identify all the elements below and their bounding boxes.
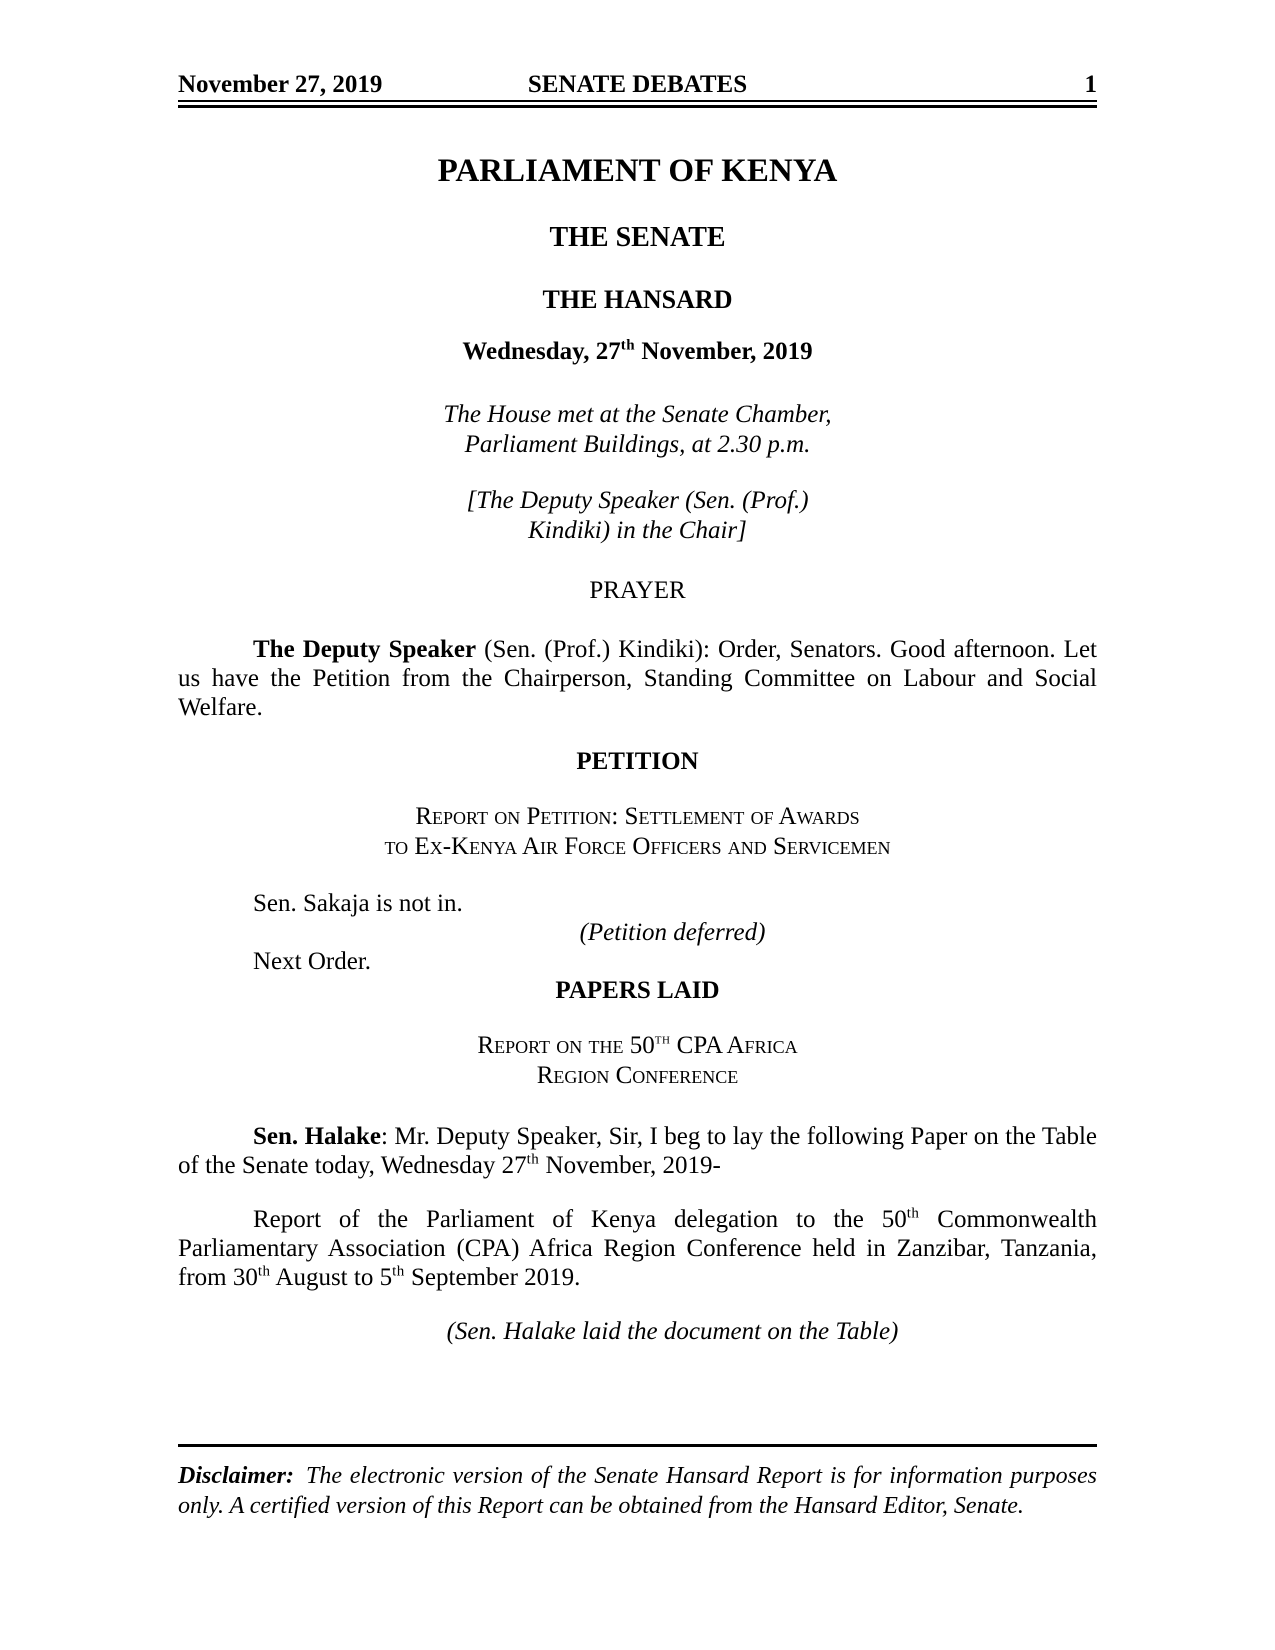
hansard-title: THE HANSARD — [542, 284, 733, 314]
petition-deferred-stage-direction: (Petition deferred) — [579, 918, 766, 946]
disclaimer — [178, 1461, 1097, 1521]
speaker-name: The Deputy Speaker — [253, 635, 477, 663]
petition-subheading — [178, 802, 1097, 863]
halake-text-1: : Mr. Deputy Speaker, Sir, I beg to lay the following Paper on the Table of the Senate today, Wednesday 27 — [178, 1122, 1097, 1179]
papers-subheading-line-2: Region Conference — [536, 1062, 739, 1090]
petition-heading: PETITION — [576, 747, 699, 775]
petition-subheading-line-1: Report on Petition: Settlement of Awards — [415, 802, 860, 830]
papers-subheading-line-1 — [178, 1031, 1097, 1062]
papers-subheading-superscript: th — [654, 1031, 671, 1048]
house-met-line-1: The House met at the Senate Chamber, — [443, 400, 832, 428]
footer-rule — [178, 1444, 1097, 1447]
speaker-text: (Sen. (Prof.) Kindiki): Order, Senators. Good afternoon. Let us have the Petition from the Chairperson, Standing Committee on Labour and Social Welfare. — [178, 635, 1097, 721]
chair-block — [178, 486, 1097, 546]
papers-subheading — [178, 1031, 1097, 1092]
document-laid-stage-direction: (Sen. Halake laid the document on the Table) — [446, 1317, 899, 1345]
petition-subheading-line-2: to Ex-Kenya Air Force Officers and Servicemen — [384, 833, 891, 861]
chair-line-2: Kindiki) in the Chair] — [528, 516, 747, 544]
header-date: November 27, 2019 — [178, 71, 383, 98]
halake-superscript-1: th — [526, 1151, 540, 1168]
papers-subheading-text: Report on the 50 — [477, 1031, 655, 1059]
report-text-3: August to 5 — [270, 1263, 393, 1291]
header-title: SENATE DEBATES — [527, 71, 748, 98]
deputy-speaker-paragraph — [178, 635, 1097, 722]
papers-subheading-text-2: CPA Africa — [670, 1031, 798, 1059]
header-page-number: 1 — [1084, 71, 1097, 98]
sitting-date-text-2: November, 2019 — [635, 337, 813, 365]
halake-paragraph — [178, 1122, 1097, 1180]
chair-line-1: [The Deputy Speaker (Sen. (Prof.) — [466, 486, 809, 514]
report-superscript-3: th — [392, 1263, 405, 1280]
page-footer — [178, 1444, 1097, 1545]
halake-speaker-name: Sen. Halake — [253, 1122, 382, 1150]
disclaimer-text: The electronic version of the Senate Hansard Report is for information purposes only. A certified version of this Report can be obtained from the Hansard Editor, Senate. — [178, 1463, 1097, 1519]
report-text-4: September 2019. — [404, 1263, 581, 1291]
disclaimer-label: Disclaimer: — [178, 1463, 294, 1489]
parliament-title: PARLIAMENT OF KENYA — [437, 153, 838, 189]
senate-title: THE SENATE — [549, 222, 726, 254]
house-met-block — [178, 400, 1097, 460]
next-order-line: Next Order. — [253, 947, 372, 975]
house-met-line-2: Parliament Buildings, at 2.30 p.m. — [464, 430, 811, 458]
header-rule — [178, 105, 1097, 108]
report-text-2: Commonwealth Parliamentary Association (CPA) Africa Region Conference held in Zanzibar, Tanzania, from 30 — [178, 1205, 1097, 1291]
report-text-1: Report of the Parliament of Kenya delegation to the 50 — [253, 1205, 907, 1233]
halake-text-2: November, 2019- — [539, 1151, 721, 1179]
papers-laid-heading: PAPERS LAID — [555, 976, 720, 1004]
sitting-date-superscript: th — [620, 337, 636, 354]
prayer-heading: PRAYER — [589, 576, 686, 604]
sitting-date — [178, 337, 1097, 366]
sakaja-line: Sen. Sakaja is not in. — [253, 889, 463, 917]
report-superscript-2: th — [257, 1263, 271, 1280]
report-superscript-1: th — [906, 1205, 920, 1222]
sitting-date-text: Wednesday, 27 — [462, 337, 621, 365]
page-header — [178, 70, 1097, 102]
report-paragraph — [178, 1205, 1097, 1292]
